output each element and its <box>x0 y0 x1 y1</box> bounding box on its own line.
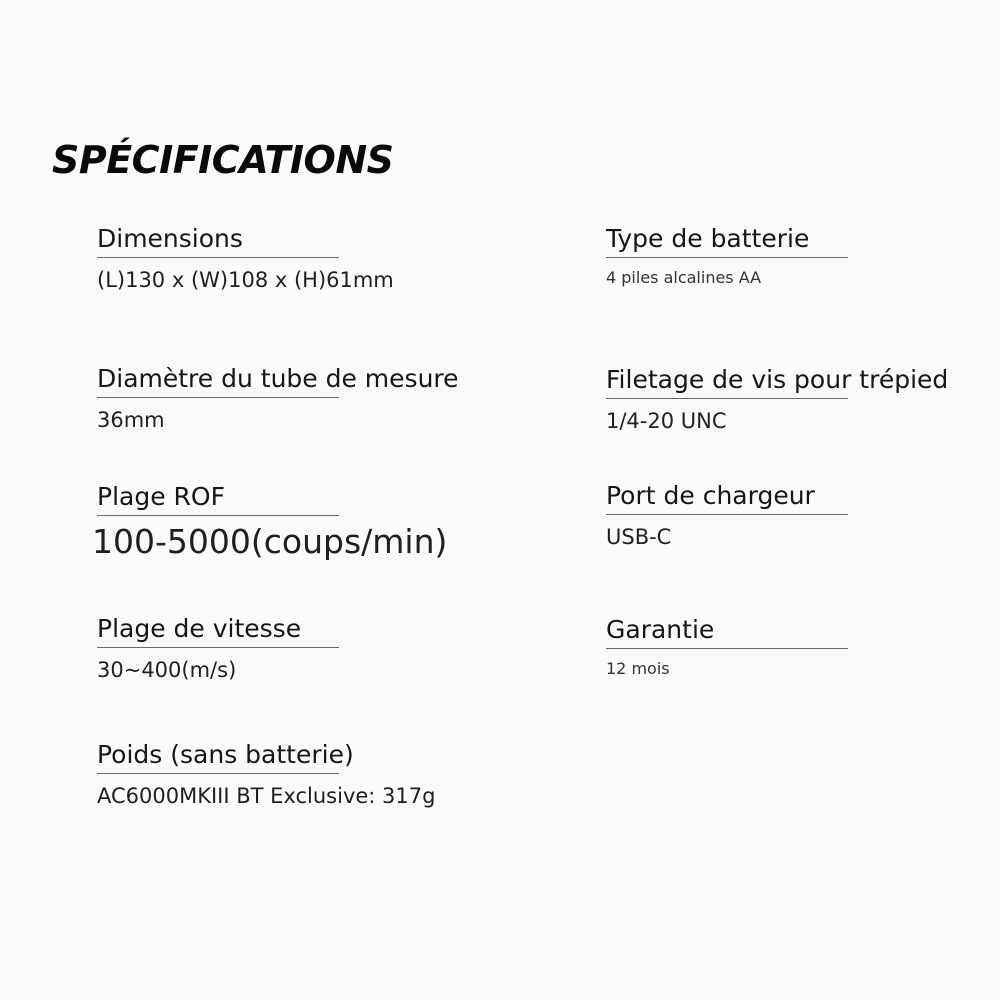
spec-value: 30~400(m/s) <box>97 658 237 682</box>
spec-value: 36mm <box>97 408 165 432</box>
spec-tube-diameter <box>97 362 459 434</box>
spec-speed-range <box>97 612 339 684</box>
divider <box>606 648 848 649</box>
divider <box>97 647 339 648</box>
divider <box>97 773 339 774</box>
spec-label: Garantie <box>606 615 715 644</box>
spec-value: 100-5000(coups/min) <box>92 522 448 561</box>
spec-rof-range <box>92 480 448 562</box>
divider <box>606 514 848 515</box>
spec-label: Dimensions <box>97 224 243 253</box>
spec-value: (L)130 x (W)108 x (H)61mm <box>97 268 394 292</box>
spec-charger-port <box>606 479 848 551</box>
divider <box>97 257 339 258</box>
spec-warranty <box>606 613 848 683</box>
spec-weight <box>97 738 435 810</box>
page-title: SPÉCIFICATIONS <box>52 138 394 182</box>
divider <box>606 398 848 399</box>
spec-value: AC6000MKIII BT Exclusive: 317g <box>97 784 436 808</box>
spec-label: Diamètre du tube de mesure <box>97 364 459 393</box>
spec-label: Type de batterie <box>606 224 810 253</box>
spec-label: Plage ROF <box>97 482 225 511</box>
spec-label: Port de chargeur <box>606 481 815 510</box>
spec-value: USB-C <box>606 525 672 549</box>
spec-dimensions <box>97 222 394 294</box>
divider <box>97 397 339 398</box>
spec-battery-type <box>606 222 848 292</box>
spec-label: Filetage de vis pour trépied <box>606 365 949 394</box>
divider <box>606 257 848 258</box>
spec-value: 12 mois <box>606 659 670 678</box>
spec-label: Poids (sans batterie) <box>97 740 354 769</box>
spec-tripod-thread <box>606 363 948 435</box>
divider <box>97 515 339 516</box>
spec-label: Plage de vitesse <box>97 614 302 643</box>
spec-value: 4 piles alcalines AA <box>606 268 762 287</box>
spec-value: 1/4-20 UNC <box>606 409 727 433</box>
